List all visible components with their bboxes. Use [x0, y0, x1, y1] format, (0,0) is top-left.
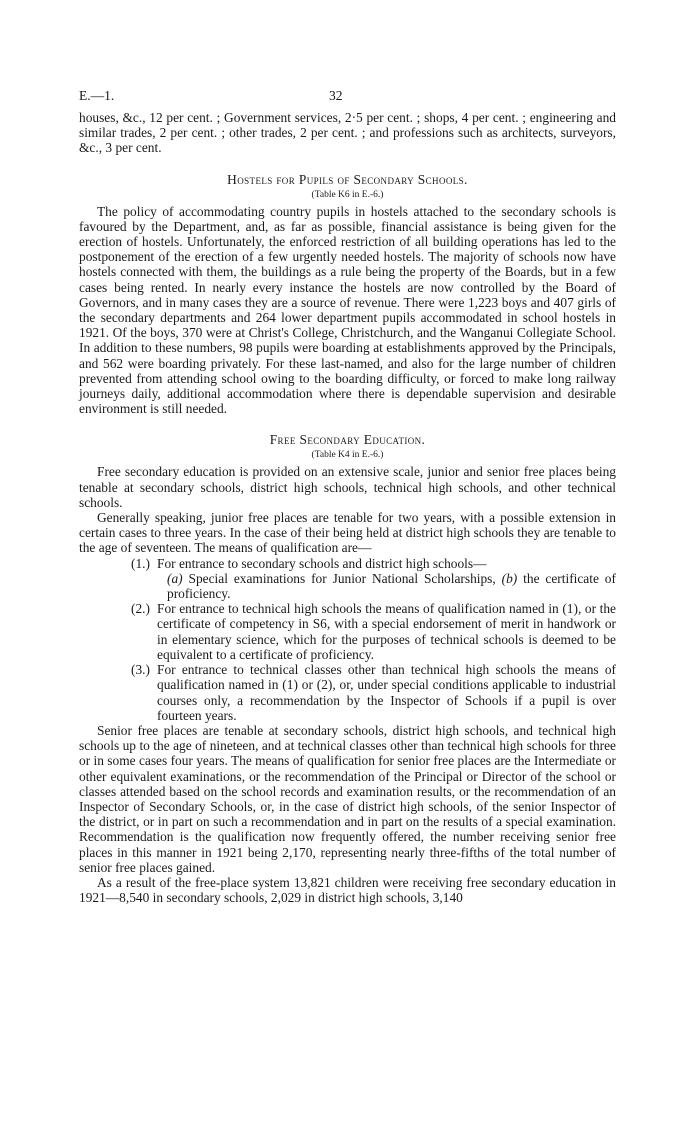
free-education-paragraph-4: As a result of the free-place system 13,821 children were receiving free secondary education in 1921—8,540 in secondary schools, 2,029 in district high schools, 3,140 [79, 874, 616, 906]
running-header [79, 88, 616, 110]
item-text: For entrance to secondary schools and district high schools— [157, 555, 487, 571]
hostels-paragraph: The policy of accommodating country pupils in hostels attached to the secondary schools is favoured by the Department, and, as far as possible, financial assistance is being given for the erection of hostels. Unfortunately, the enforced restriction of all building operations has led to the postponement of the erection of a few urgently needed hostels. The majority of schools now have hostels connected with them, the buildings as a rule being the property of the Boards, but in a few cases being rented. In nearly every instance the hostels are now controlled by the Board of Governors, and in many cases they are a source of revenue. There were 1,223 boys and 407 girls of the secondary departments and 264 lower department pupils accommodated in school hostels in 1921. Of the boys, 370 were at Christ's College, Christchurch, and the Wanganui Collegiate School. In addition to these numbers, 98 pupils were boarding at establishments approved by the Principals, and 562 were boarding privately. For these last-named, and also for the large number of children prevented from attending school owing to the boarding difficulty, or forced to make long railway journeys daily, additional accommodation where there is dependable supervision and desirable environment is still needed. [79, 203, 616, 417]
item-text: For entrance to technical classes other than technical high schools the means of qualification named in (1) or (2), or, under special conditions applicable to industrial courses only, a recommendation by the Inspector of Schools if a pupil is over fourteen years. [157, 662, 616, 723]
report-code: E.—1. [79, 88, 115, 103]
qualification-item-3 [79, 662, 616, 723]
sub-label-b: (b) [501, 570, 518, 586]
qualification-item-1 [79, 556, 616, 571]
qualification-item-2 [79, 601, 616, 662]
qualification-subitem [79, 571, 616, 601]
free-education-table-ref: (Table K4 in E.-6.) [311, 450, 384, 461]
sub-text-a: Special examinations for Junior National Scholarships, [188, 570, 496, 586]
hostels-table-ref: (Table K6 in E.-6.) [311, 189, 384, 200]
intro-paragraph: houses, &c., 12 per cent. ; Government services, 2·5 per cent. ; shops, 4 per cent. ; engineering and similar trades, 2 per cent. ; other trades, 2 per cent. ; and professions such as architects, surveyors, &c., 3 per cent. [79, 110, 616, 156]
sub-text-b: the certificate of proficiency. [167, 570, 616, 602]
free-education-paragraph-3: Senior free places are tenable at secondary schools, district high schools, and technical high schools up to the age of nineteen, and at technical classes other than technical high schools for three or in some cases four years. The means of qualification for senior free places are the Intermediate or other equivalent examinations, or the recommendation of the Principal or Director of the school or classes attended based on the school records and examination results, or the recommendation of an Inspector of Secondary Schools, or, in the case of district high schools, of the senior Inspector of the district, or in part on such a recommendation and in part on the results of a special examination. Recommendation is the qualification now frequently offered, the number receiving senior free places in this manner in 1921 being 2,170, representing nearly three-fifths of the total number of senior free places gained. [79, 722, 616, 875]
item-number: (3.) [131, 662, 150, 678]
page-number: 32 [329, 88, 343, 103]
sub-label-a: (a) [167, 570, 183, 586]
free-education-heading: Free Secondary Education. [269, 432, 426, 448]
hostels-heading: Hostels for Pupils of Secondary Schools. [227, 171, 468, 187]
item-text: For entrance to technical high schools the means of qualification named in (1), or the certificate of competency in S6, with a special endorsement of merit in handwork or in elementary science, which for the purposes of technical schools is deemed to be equivalent to a certificate of proficiency. [157, 601, 616, 662]
item-number: (2.) [131, 601, 150, 617]
item-number: (1.) [131, 555, 150, 571]
free-education-paragraph-1: Free secondary education is provided on an extensive scale, junior and senior free places being tenable at secondary schools, district high schools, technical high schools, and other technical schools. [79, 464, 616, 510]
free-education-paragraph-2: Generally speaking, junior free places are tenable for two years, with a possible extension in certain cases to three years. In the case of their being held at district high schools they are tenable to the age of seventeen. The means of qualification are— [79, 510, 616, 556]
document-page [79, 88, 616, 905]
